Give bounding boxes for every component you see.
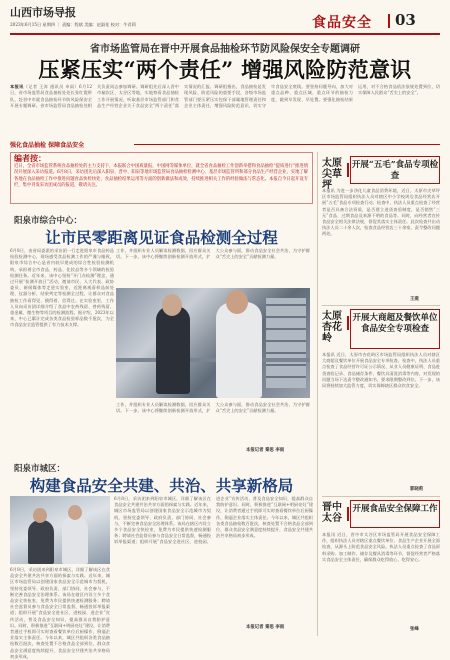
photo-person (62, 516, 88, 564)
story2-body: 6月8日，采访团来到阳泉市城区，详细了解该区在食品安全共建共治共享方面的探索与实践。近年来，城区市场监管局以创建国家食品安全示范城市为契机，坚持党委领导、政府负责、部门协同、社会参与，不断完善食品安全治理体系。该局在辖区内设立多个食品安全快检室，免费为市民提供快速检测服务；聘请社会监督员参与食品安全日常监督，畅通投诉举报渠道；组织开展“食品安全进社区、进校园、进企业”宣传活动，普及食品安全知识，提高群众自我防护意识。同时，积极推进“互联网+明厨亮灶”建设，让消费者通过手机即可实时查看餐饮单位后厨操作，倒逼企业落实主体责任。今年以来，城区共组织各类食品抽检数百批次，核查处置不合格食品全部到位，群众食品安全满意度持续提升，食品安全共建共治共享格局初步形成。 (114, 496, 313, 545)
strip-label: 强化食品抽检 保障食品安全 (10, 142, 85, 149)
story2-kicker: 阳泉市城区： (14, 464, 66, 474)
dateline: 2023年6月15日 星期四 ｜ 责编：程斌 美编：赵淑花 校对：牛君莉 (10, 22, 136, 27)
sidebar-body: 本报讯 近日，太原市杏花岭区市场监管局组织执法人员对辖区大商超及餐饮单位开展食品安全专项检查。检查中，执法人员重点检查了食品经营许可证公示情况、从业人员健康证明、食品进货查验记录、食品储存条件、餐饮具清洗消毒等内容，对发现的问题当场下达责令整改通知书，要求限期整改到位。下一步，该局将持续加大监管力度，切实保障辖区群众饮食安全。 (322, 352, 440, 389)
photo-person-head (162, 294, 182, 316)
story2-photo (10, 496, 110, 564)
sidebar-signature: 王燕 (410, 297, 419, 302)
story1-photo (116, 288, 310, 398)
photo-person-head (226, 290, 248, 314)
story1-body-lower: 工作，并组织专业人员解读检测数据，回应群众关切。下一步，该中心将继续创新检测开放形式，扩大公众参与面，推动食品安全社会共治，为守护群众“舌尖上的安全”贡献检测力量。 (116, 402, 310, 414)
strip-rule (134, 144, 440, 145)
photo-person (216, 302, 262, 398)
column-divider (317, 152, 318, 636)
main-headline: 压紧压实“两个责任” 增强风险防范意识 (38, 57, 412, 82)
story2-signature: 本报记者 秦思 李雨 (246, 625, 285, 630)
masthead-rule (10, 33, 440, 35)
sidebar-location: 晋中太谷 (322, 502, 342, 524)
sidebar-signature: 张峰 (410, 627, 419, 632)
photo-person (28, 520, 54, 564)
photo-person-head (33, 508, 47, 523)
story2-headline: 构建食品安全共建、共治、共享新格局 (29, 476, 294, 495)
photo-shelf (266, 298, 306, 388)
sidebar-title: 开展大商超及餐饮单位食品安全专项检查 (350, 309, 440, 349)
sidebar-location: 太原杏花岭 (322, 311, 342, 344)
story1-signature: 本报记者 秦思 李雨 (246, 448, 285, 453)
sidebar-title: 开展“五毛”食品专项检查 (350, 156, 440, 184)
editor-note-tag: 编者按： (14, 153, 46, 163)
sidebar-rule (322, 496, 440, 497)
story1-body: 6月8日，由省局委派的采访团一行走进阳泉市食品药品检验检测中心，现场感受食品检测工作的严谨与细致。阳泉市综合中心是省内较早建成的综合性检验检测机构，承担着全市食品、药品、化妆品等多个领域的检验检测任务。近年来，该中心坚持“开门办检测”理念，通过开展“检测开放日”活动，邀请市民、人大代表、政协委员、新闻媒体等走进实验室，近距离观看样品前处理、仪器分析、结果判定等检测全过程，让群众对食品抽检工作看得见、摸得着、信得过。在实验室里，工作人员向采访团详细介绍了食品中农药残留、兽药残留、重金属、微生物等项目的检测流程。据介绍，2023年以来，中心已累计完成各类食品检验样品数千批次，为全市食品安全监管提供了有力技术支撑。 (10, 248, 114, 328)
sidebar-rule (322, 305, 440, 306)
photo-counter (116, 358, 310, 362)
sidebar-title: 开展食品安全保障工作 (350, 500, 440, 528)
photo-person-head (68, 505, 82, 520)
main-kicker: 省市场监管局在晋中开展食品抽检环节防风险保安全专题调研 (90, 44, 360, 55)
sidebar-signature: 郭晓莉 (410, 487, 424, 492)
photo-person (156, 306, 190, 394)
main-lead (10, 84, 440, 140)
paper-name: 山西市场导报 (10, 6, 76, 19)
story1-body-upper: 工作，并组织专业人员解读检测数据，回应群众关切。下一步，该中心将继续创新检测开放形式，扩大公众参与面，推动食品安全社会共治，为守护群众“舌尖上的安全”贡献检测力量。 (116, 248, 310, 260)
story1-kicker: 阳泉市综合中心： (14, 216, 83, 226)
editor-note-text: 近日，全省市场监管系统食品抽检处的主力支持下，本报联合中国质量报，中国网等媒体单位，就全省食品抽检工作创新举措和食品抽检“提质进行”推进情况开展深入采访报道。6月8日，采访团先后深入阳泉、晋中、阳泉等地市场监管局食品抽检检测中心、基层市场监管所和部分食品生产经营企业，实地了解各地在食品抽检工作中推进问题食品快检快处、食品抽检结果运用等方面的创新做法和成效，持续推进相关工作的经验做法与常态化。本报自今日起开设专栏，集中刊发采访团成员的报道，敬请关注。 (14, 164, 308, 189)
section-title: 食品安全 (312, 15, 372, 31)
sidebar-location: 太原尖草坪 (322, 158, 342, 191)
sidebar-body: 本报讯 为进一步净化儿童食品消费环境，近日，太原市尖草坪区市场监管局组织执法人员对辖区中小学校周边食品经营店开展“五毛”食品专项检查行动。检查中，执法人员重点检查了经营者是否具备合法资质，是否建立进货查验制度，是否销售“三无”食品、过期食品及来源不明的食品等。同时，向经营者宣传食品安全相关法律法规，督促其落实主体责任。此次检查共出动执法人员二十余人次，检查食品经营店三十余家，责令整改问题两处。 (322, 188, 440, 237)
main-byline: 本报讯 (10, 84, 24, 89)
section-divider (388, 14, 390, 28)
main-lead-text: （记者 王涛 通讯员 申雨）6月12日，省市场监管局食品抽检处处长张红霞带队，赴晋中市就食品抽检环节防风险保安全开展专题调研。省市场监管局食品抽检处相关负责同志参加调研。调研组先后深入晋中市榆次区、太谷区等地，实地察看食品抽检工作开展情况，听取基层市场监管部门和食品生产经营企业关于食品安全“两个责任”落实情况的汇报。调研组指出，食品抽检是发现风险、防范风险的重要手段，各级市场监管部门要压紧压实包保干部属地管理责任和企业主体责任，增强风险防范意识，切实守牢食品安全底线。要坚持问题导向，加大对重点品种、重点区域、重点环节的抽检力度，做到早发现、早处置。要强化抽检结果运用，对不合格食品依法依规处置到位，切实保障人民群众“舌尖上的安全”。 (10, 84, 440, 108)
story2-body-left: 6月8日，采访团来到阳泉市城区，详细了解该区在食品安全共建共治共享方面的探索与实践。近年来，城区市场监管局以创建国家食品安全示范城市为契机，坚持党委领导、政府负责、部门协同、社会参与，不断完善食品安全治理体系。该局在辖区内设立多个食品安全快检室，免费为市民提供快速检测服务；聘请社会监督员参与食品安全日常监督，畅通投诉举报渠道；组织开展“食品安全进社区、进校园、进企业”宣传活动，普及食品安全知识，提高群众自我防护意识。同时，积极推进“互联网+明厨亮灶”建设，让消费者通过手机即可实时查看餐饮单位后厨操作，倒逼企业落实主体责任。今年以来，城区共组织各类食品抽检数百批次，核查处置不合格食品全部到位，群众食品安全满意度持续提升，食品安全共建共治共享格局初步形成。 (10, 567, 110, 659)
sidebar-body: 本报讯 近日，晋中市太谷区市场监管局开展食品安全保障工作，组织执法人员对辖区重点餐饮单位、食品生产企业开展全面检查，从源头上防范食品安全风险。执法人员重点检查了食品原料采购、加工制作、储存及餐具消毒等环节，督促经营者严格落实食品安全主体责任，确保群众吃得放心、吃得安心。 (322, 532, 440, 562)
story1-headline: 让市民零距离见证食品检测全过程 (45, 228, 278, 247)
page-number: 03 (395, 11, 416, 29)
